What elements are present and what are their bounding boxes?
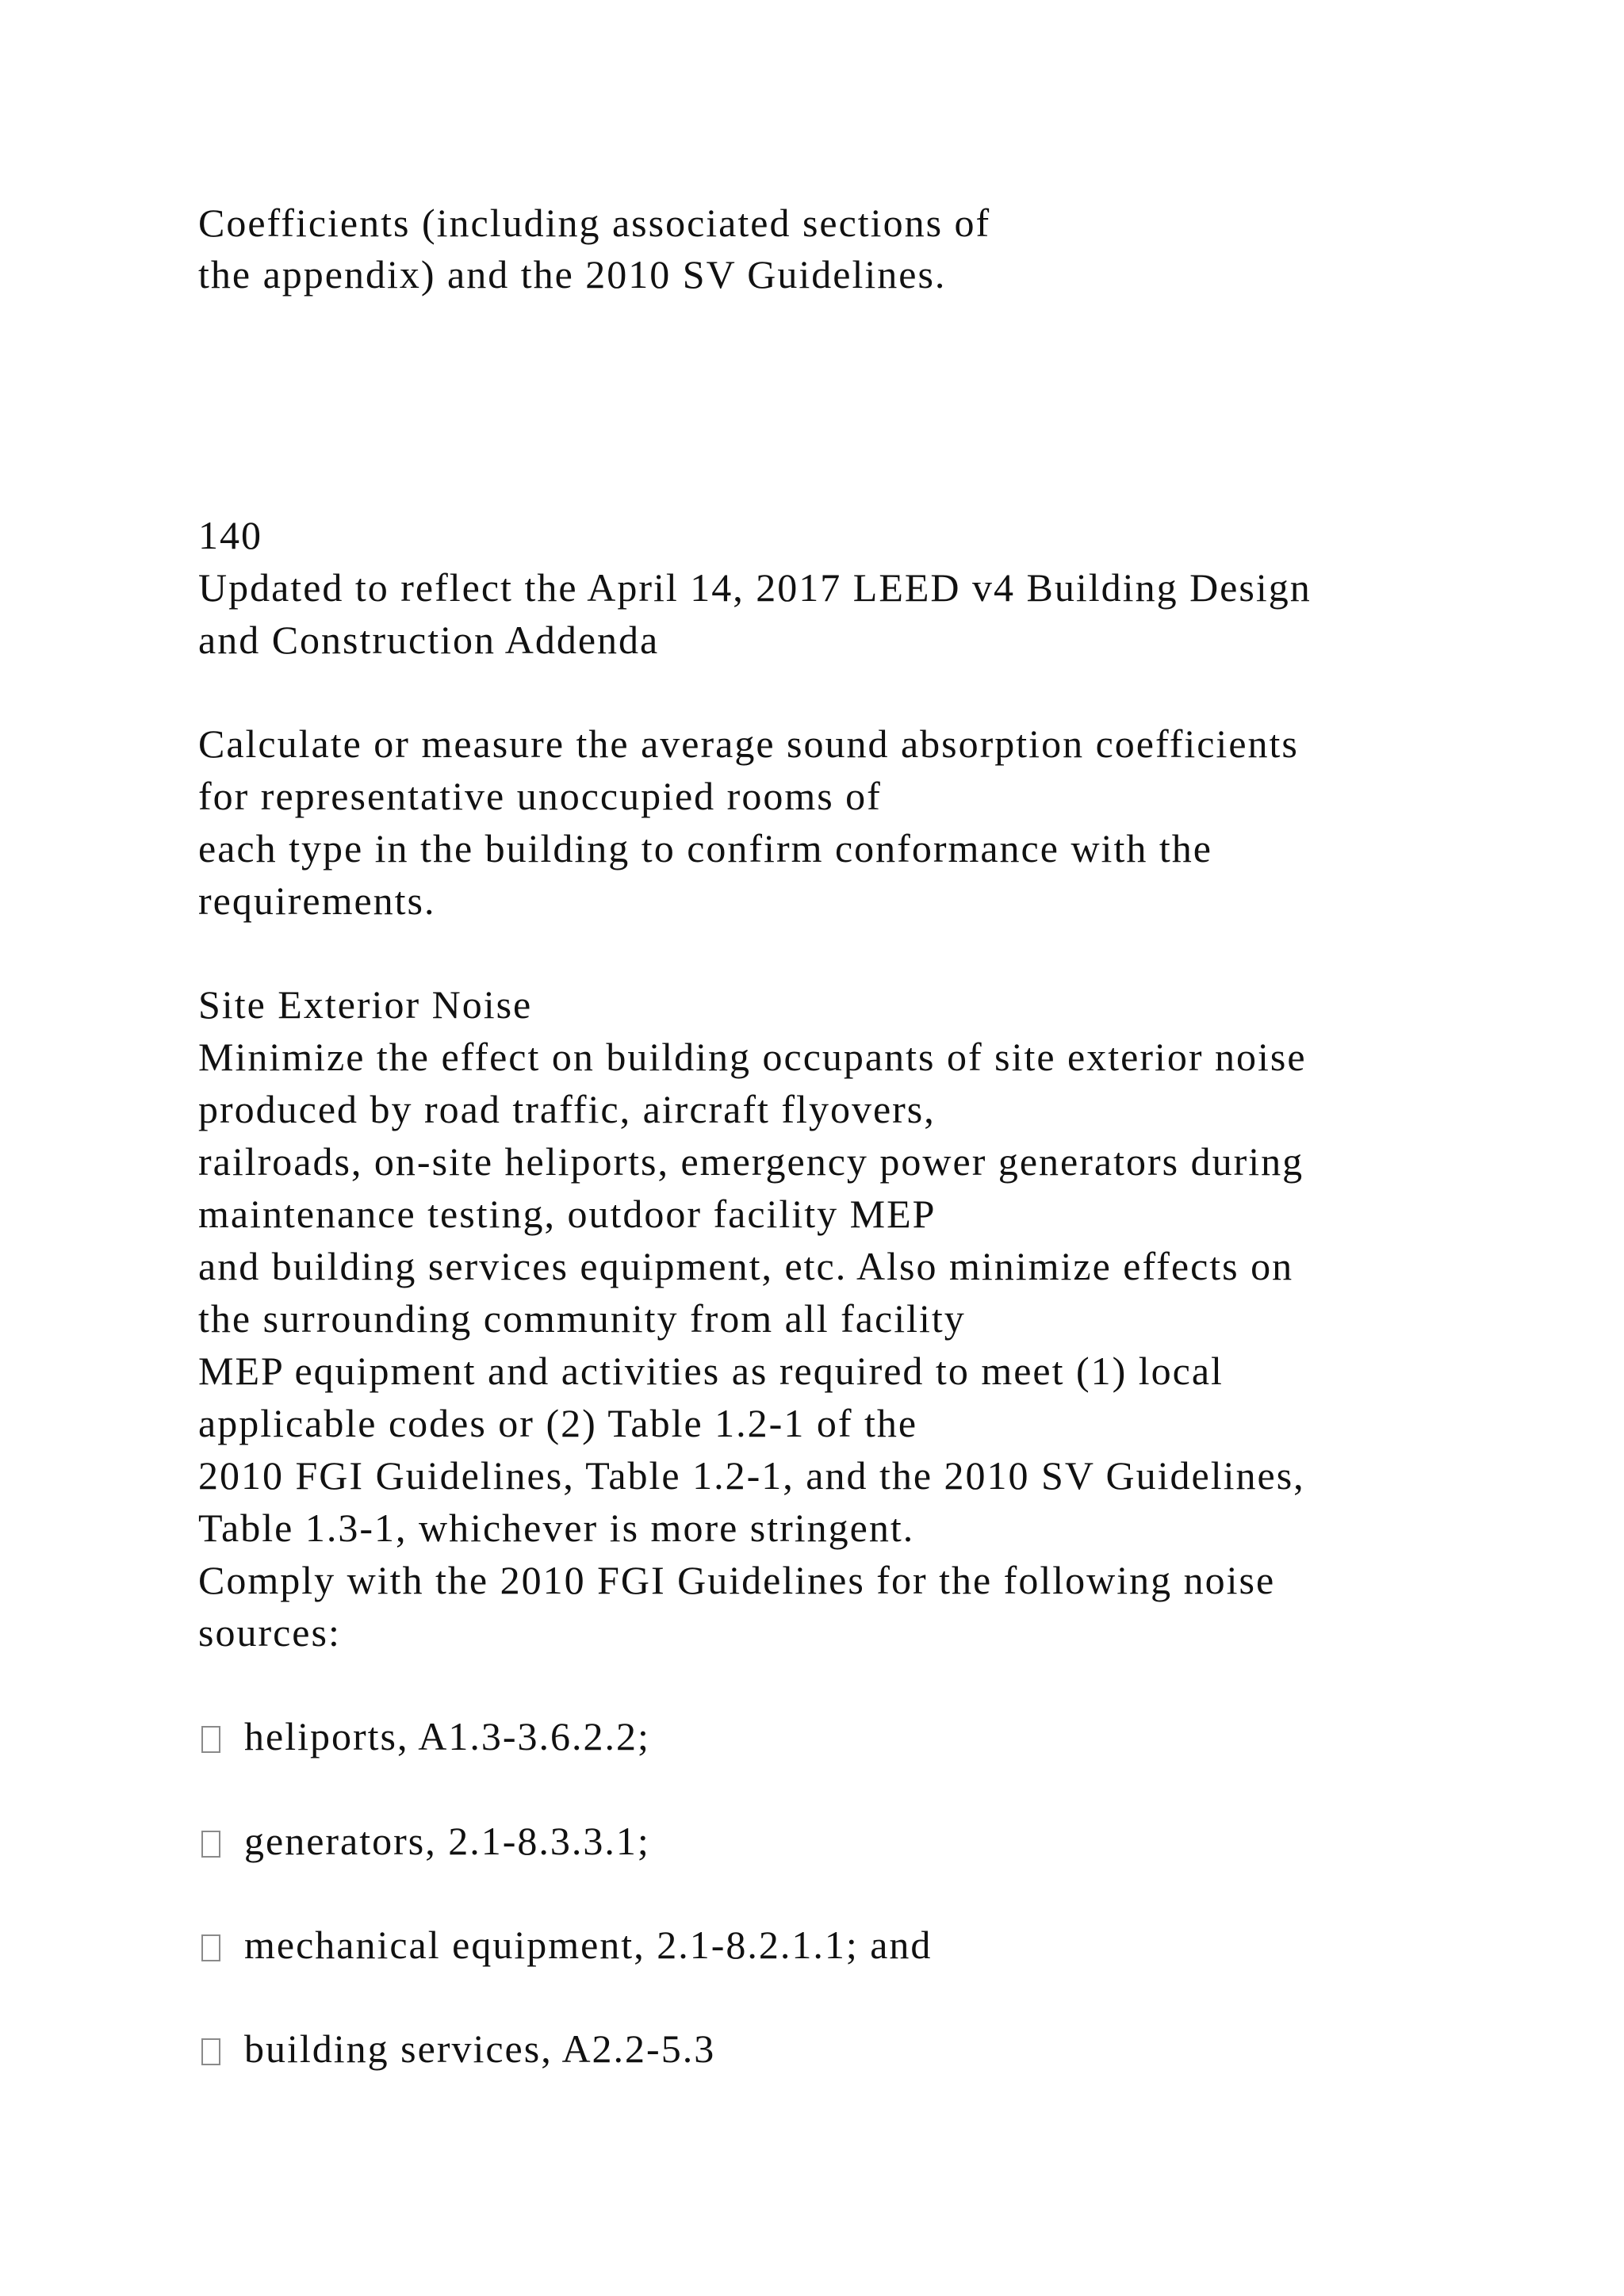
section-line-6: the surrounding community from all facility — [198, 1296, 966, 1341]
section-heading: Site Exterior Noise — [198, 982, 533, 1027]
intro-line-1: Coefficients (including associated sections of — [198, 201, 991, 245]
page-number: 140 — [198, 513, 262, 557]
bullet-text: heliports, A1.3-3.6.2.2; — [244, 1714, 650, 1758]
section-line-5: and building services equipment, etc. Also minimize effects on — [198, 1244, 1294, 1288]
bullet-item — [198, 1710, 650, 1762]
calculate-line-1: Calculate or measure the average sound absorption coefficients — [198, 721, 1299, 766]
section-line-4: maintenance testing, outdoor facility MEP — [198, 1192, 936, 1236]
section-line-8: applicable codes or (2) Table 1.2-1 of the — [198, 1401, 918, 1445]
update-line-1: Updated to reflect the April 14, 2017 LEED v4 Building Design — [198, 565, 1312, 610]
calculate-line-2: for representative unoccupied rooms of — [198, 774, 882, 818]
bullet-box-icon — [201, 1831, 220, 1858]
bullet-box-icon — [201, 2038, 220, 2065]
bullet-text: generators, 2.1-8.3.3.1; — [244, 1819, 650, 1863]
bullet-text: mechanical equipment, 2.1-8.2.1.1; and — [244, 1923, 933, 1967]
section-line-3: railroads, on-site heliports, emergency power generators during — [198, 1139, 1304, 1184]
bullet-box-icon — [201, 1934, 220, 1961]
bullet-text: building services, A2.2-5.3 — [244, 2026, 716, 2071]
update-line-2: and Construction Addenda — [198, 618, 660, 662]
section-line-7: MEP equipment and activities as required to meet (1) local — [198, 1349, 1224, 1393]
calculate-line-4: requirements. — [198, 878, 436, 923]
section-line-11: Comply with the 2010 FGI Guidelines for the following noise — [198, 1558, 1276, 1602]
section-line-2: produced by road traffic, aircraft flyovers, — [198, 1087, 936, 1131]
bullet-item — [198, 1919, 932, 1971]
bullet-box-icon — [201, 1726, 220, 1753]
calculate-line-3: each type in the building to confirm conformance with the — [198, 826, 1212, 871]
intro-line-2: the appendix) and the 2010 SV Guidelines. — [198, 252, 947, 297]
bullet-item — [198, 2022, 715, 2075]
section-line-12: sources: — [198, 1610, 341, 1655]
section-line-10: Table 1.3-1, whichever is more stringent. — [198, 1506, 915, 1550]
section-line-1: Minimize the effect on building occupants of site exterior noise — [198, 1035, 1307, 1079]
section-line-9: 2010 FGI Guidelines, Table 1.2-1, and the 2010 SV Guidelines, — [198, 1453, 1305, 1498]
bullet-item — [198, 1815, 650, 1867]
